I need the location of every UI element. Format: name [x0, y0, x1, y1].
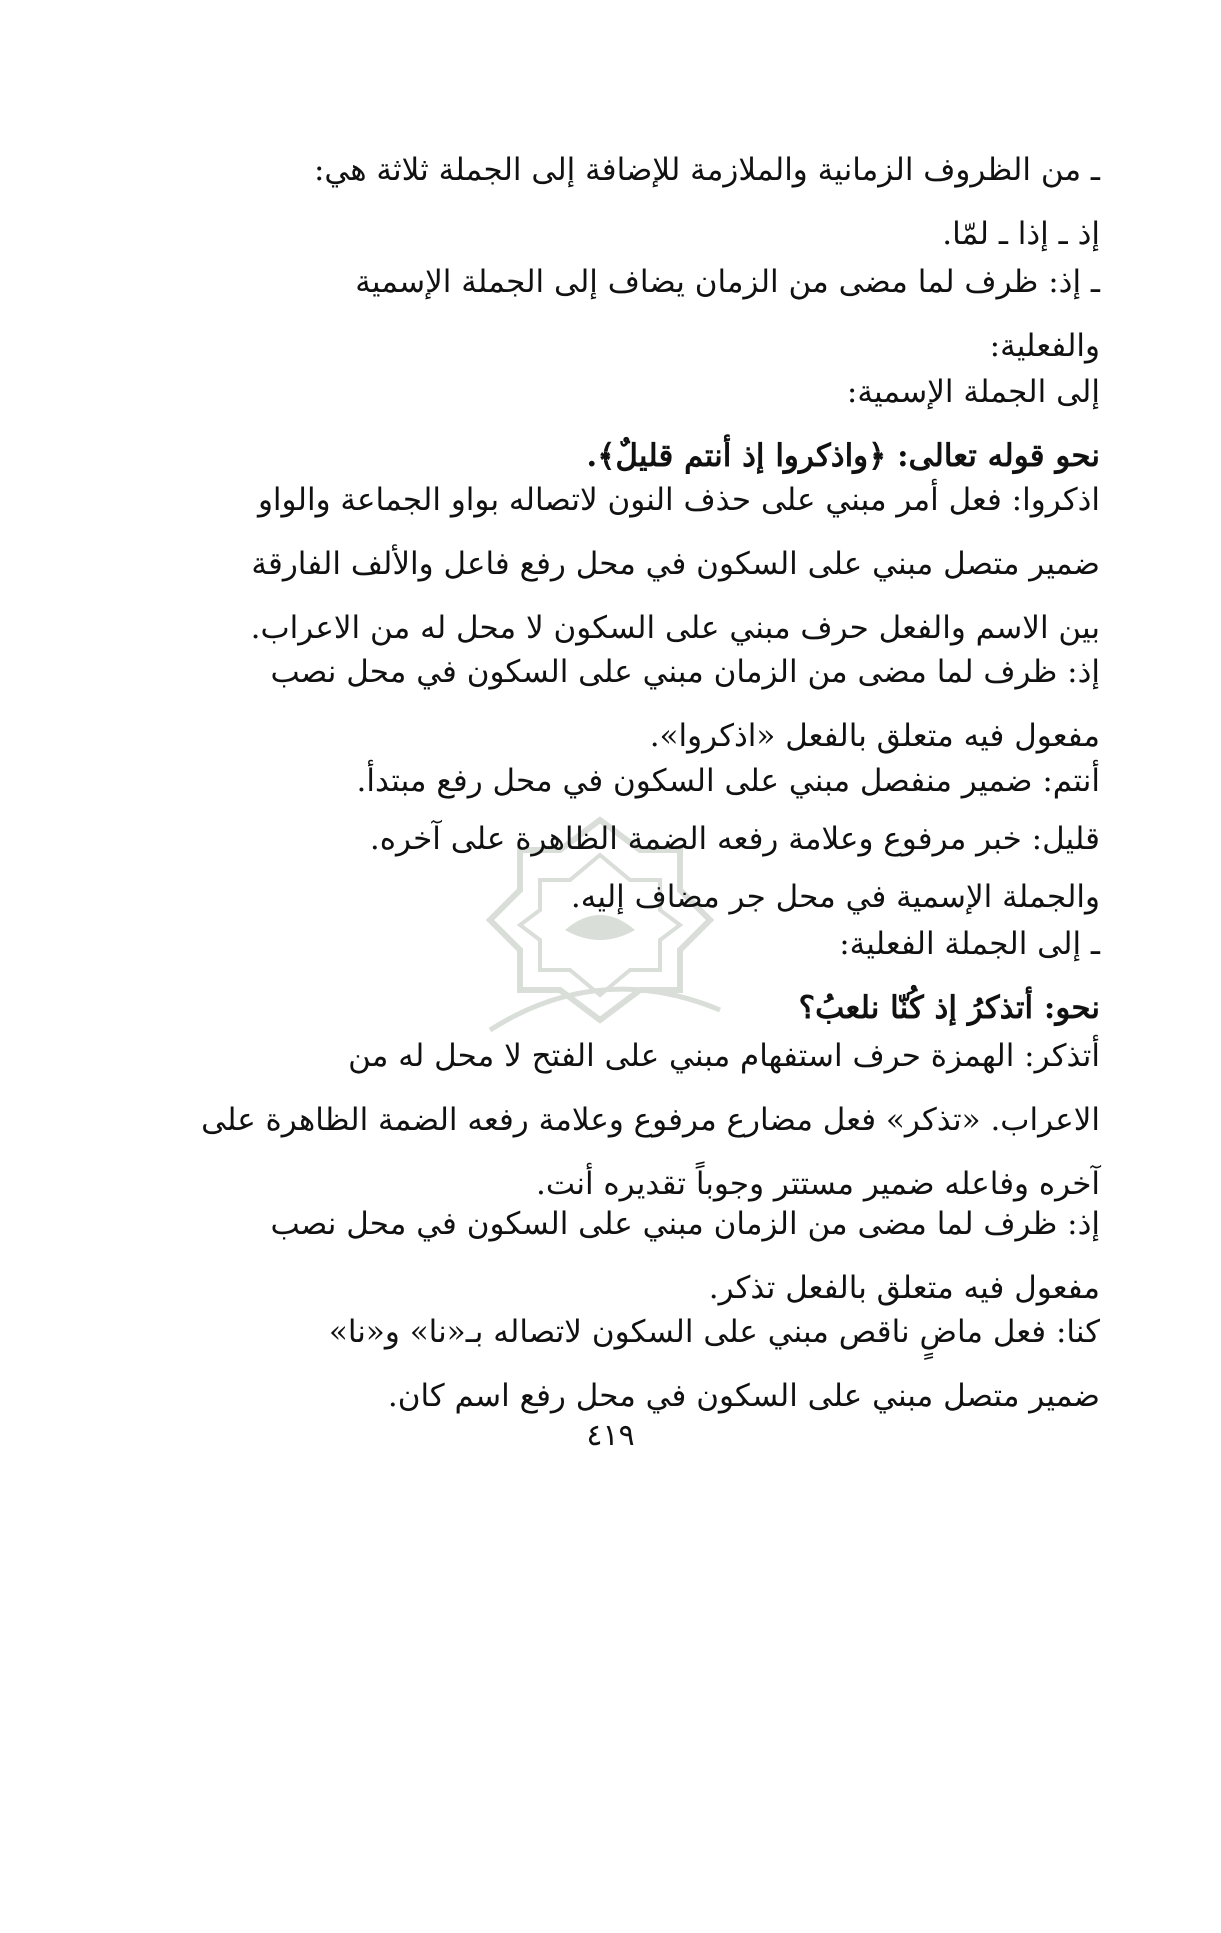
- text-line: مفعول فيه متعلق بالفعل «اذكروا».: [649, 718, 1100, 754]
- quran-example: نحو قوله تعالى: ﴿واذكروا إذ أنتم قليلٌ﴾.: [586, 438, 1100, 474]
- text-line: ـ إلى الجملة الفعلية:: [839, 926, 1100, 962]
- text-line: اذكروا: فعل أمر مبني على حذف النون لاتصاله بواو الجماعة والواو: [257, 482, 1100, 518]
- paragraph-zuruf-intro: [150, 138, 1100, 266]
- text-line: إذ: ظرف لما مضى من الزمان مبني على السكون في محل نصب: [270, 654, 1100, 690]
- text-line: قليل: خبر مرفوع وعلامة رفعه الضمة الظاهرة على آخره.: [369, 821, 1100, 857]
- paragraph-verbal-example: [150, 912, 1100, 1040]
- text-line: ـ من الظروف الزمانية والملازمة للإضافة إلى الجملة ثلاثة هي:: [313, 152, 1100, 188]
- paragraph-udhkuru-parse: [150, 468, 1100, 660]
- text-line: والجملة الإسمية في محل جر مضاف إليه.: [570, 879, 1100, 915]
- paragraph-antum-parse: [300, 752, 1100, 926]
- text-line: مفعول فيه متعلق بالفعل تذكر.: [708, 1270, 1100, 1306]
- text-line: ضمير متصل مبني على السكون في محل رفع اسم كان.: [387, 1378, 1100, 1414]
- text-line: بين الاسم والفعل حرف مبني على السكون لا محل له من الاعراب.: [250, 610, 1100, 646]
- text-line: إذ: ظرف لما مضى من الزمان مبني على السكون في محل نصب: [270, 1206, 1100, 1242]
- text-line: كنا: فعل ماضٍ ناقص مبني على السكون لاتصاله بـ«نا» و«نا»: [328, 1314, 1100, 1350]
- text-line: إلى الجملة الإسمية:: [846, 374, 1100, 410]
- text-line: ضمير متصل مبني على السكون في محل رفع فاعل والألف الفارقة: [251, 546, 1100, 582]
- paragraph-atadhkur-parse: [150, 1024, 1100, 1216]
- text-line: ـ إذ: ظرف لما مضى من الزمان يضاف إلى الجملة الإسمية: [355, 264, 1100, 300]
- page-number: ٤١٩: [586, 1418, 635, 1453]
- paragraph-kunna-parse: [150, 1300, 1100, 1428]
- paragraph-idh-parse-1: [150, 640, 1100, 768]
- text-line: والفعلية:: [989, 328, 1100, 364]
- text-line: الاعراب. «تذكر» فعل مضارع مرفوع وعلامة رفعه الضمة الظاهرة على: [201, 1102, 1100, 1138]
- example-sentence: نحو: أتذكرُ إذ كُنّا نلعبُ؟: [798, 990, 1100, 1026]
- text-line: أتذكر: الهمزة حرف استفهام مبني على الفتح لا محل له من: [348, 1038, 1100, 1074]
- paragraph-idh-definition: [150, 250, 1100, 378]
- text-line: أنتم: ضمير منفصل مبني على السكون في محل رفع مبتدأ.: [356, 763, 1100, 799]
- text-line: آخره وفاعله ضمير مستتر وجوباً تقديره أنت.: [536, 1166, 1100, 1202]
- text-line: إذ ـ إذا ـ لمّا.: [942, 216, 1100, 252]
